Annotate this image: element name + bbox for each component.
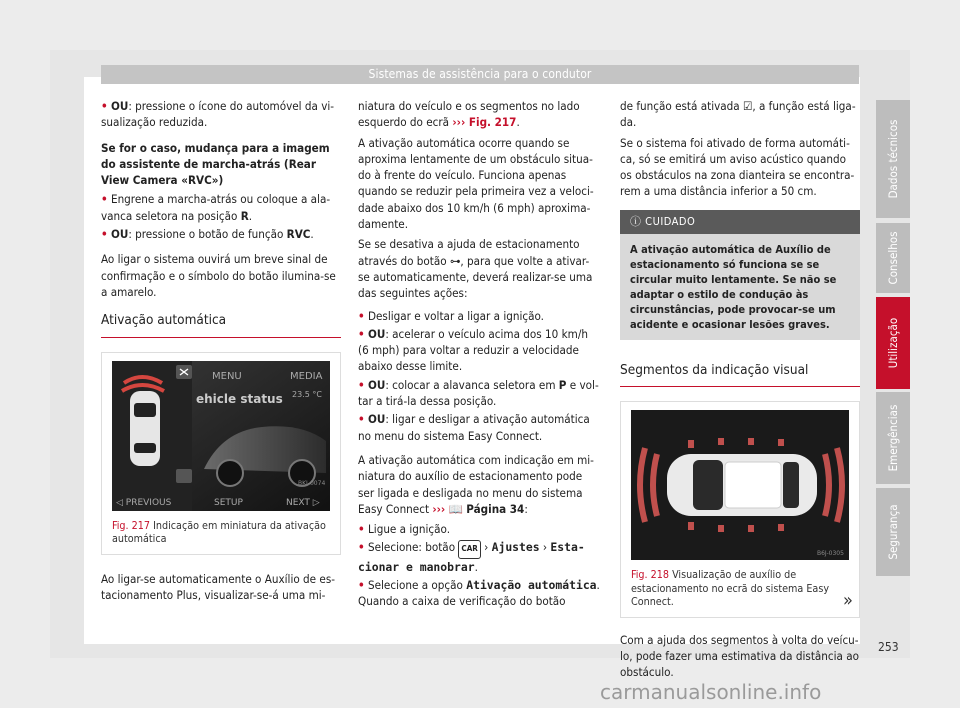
car-button-icon: CAR <box>458 540 480 558</box>
bullet-selector: • OU: colocar a alavanca seletora em P e voltar a tirá-la dessa posição. <box>358 377 599 409</box>
paragraph-confirmation: Ao ligar o sistema ouvirá um breve sinal de confirmação e o símbolo do botão ilumina-se a amarelo. <box>101 252 336 299</box>
paragraph-deactivation: Se se desativa a ajuda de estacionamento através do botão ⊶, para que volte a ativar-se automaticamente, deverá realizar-se uma das seguintes ações: <box>358 237 593 301</box>
fig217-title: ehicle status <box>196 391 283 406</box>
fig217-previous: ◁ PREVIOUS <box>116 497 172 508</box>
paragraph-acoustic: Se o sistema foi ativado de forma automática, só se emitirá um aviso acústico quando os obstáculos na zona dianteira se encontrarem a uma distância inferior a 50 cm. <box>620 135 855 199</box>
fig217-code: BKI-0074 <box>298 479 326 487</box>
paragraph-activation: A ativação automática ocorre quando se aproxima lentamente de um obstáculo situado à frente do veículo. Funciona apenas quando se reduzir pela primeira vez a velocidade abaixo dos 10 km/h (6 mph) aproximadamente. <box>358 135 594 232</box>
continue-mark: » <box>843 590 853 611</box>
bullet-ou-2: • OU: pressione o botão de função RVC. <box>101 227 314 242</box>
section-title-automatic: Ativação automática <box>101 312 341 337</box>
fig217-menu-label: MENU <box>212 370 242 382</box>
bullet-menu: • OU: ligar e desligar a ativação automática no menu do sistema Easy Connect. <box>358 412 590 443</box>
column-1 <box>101 98 341 612</box>
subheading-rvc: Se for o caso, mudança para a imagem do assistente de marcha-atrás (Rear View Camera «RVC») <box>101 140 330 188</box>
section-title-segments: Segmentos da indicação visual <box>620 362 860 387</box>
watermark: carmanualsonline.info <box>600 680 822 704</box>
tab-utilizacao[interactable]: Utilização <box>876 297 910 389</box>
tab-conselhos[interactable]: Conselhos <box>876 223 910 293</box>
step-option: • Selecione a opção Ativação automática. Quando a caixa de verificação do botão <box>358 578 600 609</box>
bullet-speed: • OU: acelerar o veículo acima dos 10 km/h (6 mph) para voltar a reduzir a velocidade abaixo desse limite. <box>358 326 588 374</box>
figure-218 <box>620 401 860 618</box>
fig217-next: NEXT ▷ <box>286 497 320 508</box>
page-number: 253 <box>878 640 899 654</box>
fig217-setup: SETUP <box>214 497 243 508</box>
fig217-temp: 23.5 °C <box>292 389 322 399</box>
page-header: Sistemas de assistência para o condutor <box>101 65 859 84</box>
figure-217-caption: Fig. 217 Indicação em miniatura da ativação automática <box>112 518 326 546</box>
paragraph-miniature: niatura do veículo e os segmentos no lado esquerdo do ecrã ››› Fig. 217. <box>358 99 580 130</box>
tab-emergencias[interactable]: Emergências <box>876 392 910 484</box>
figure-217 <box>101 352 341 555</box>
book-icon: 📖 <box>448 501 463 516</box>
step-select: • Selecione: botão CAR › Ajustes › Estacionar e manobrar. <box>358 540 585 574</box>
fig217-media-label: MEDIA <box>290 370 323 382</box>
figure-218-caption: Fig. 218 Visualização de auxílio de estacionamento no ecrã do sistema Easy Connect. <box>631 568 830 609</box>
paragraph-checkbox: de função está ativada ☑, a função está ligada. <box>620 99 856 130</box>
figure-217-image <box>112 361 330 511</box>
paragraph-auto-on: Ao ligar-se automaticamente o Auxílio de estacionamento Plus, visualizar-se-á uma mi- <box>101 571 336 602</box>
caution-box <box>620 210 860 340</box>
paragraph-easy-connect: A ativação automática com indicação em miniatura do auxílio de estacionamento pode ser ligada e desligada no menu do sistema Easy Connect ››› 📖 Página 34: <box>358 452 594 516</box>
step-ignition: • Ligue a ignição. <box>358 522 451 537</box>
tab-seguranca[interactable]: Segurança <box>876 488 910 576</box>
paragraph-distance: Com a ajuda dos segmentos à volta do veículo, pode fazer uma estimativa da distância ao obstáculo. <box>620 632 860 680</box>
column-2 <box>358 98 601 619</box>
bullet-ignition: • Desligar e voltar a ligar a ignição. <box>358 308 544 323</box>
fig218-code: B6J-0305 <box>817 550 844 558</box>
column-3 <box>620 98 860 690</box>
caution-text: A ativação automática de Auxílio de estacionamento só funciona se se circular muito lentamente. Se não se adaptar o estilo de condução às circunstâncias, pode provocar-se um acidente e ocasionar lesões graves. <box>630 243 837 332</box>
caution-header: ⓘ CUIDADO <box>620 210 860 234</box>
bullet-reverse-gear: • Engrene a marcha-atrás ou coloque a alavanca seletora na posição R. <box>101 192 331 223</box>
bullet-ou-1: • OU: pressione o ícone do automóvel da visualização reduzida. <box>101 99 335 130</box>
caution-icon: ⓘ <box>630 214 642 228</box>
figure-218-image <box>631 410 849 560</box>
tab-dados-tecnicos[interactable]: Dados técnicos <box>876 100 910 218</box>
